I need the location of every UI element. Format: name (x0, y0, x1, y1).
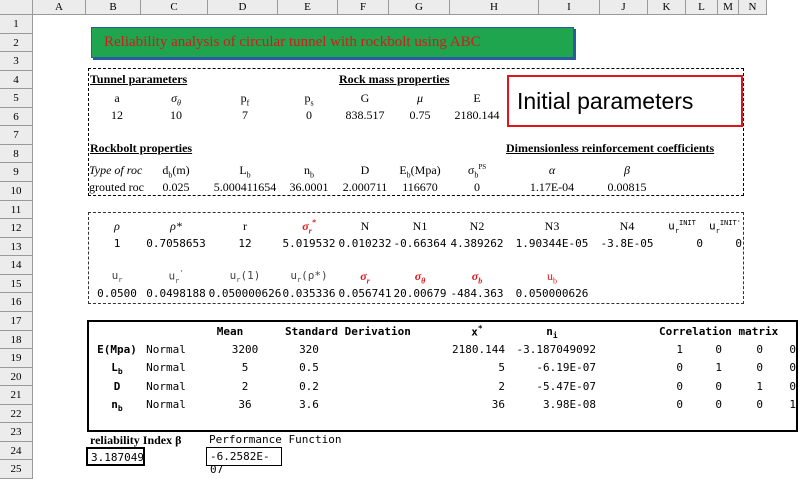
rv-header-mean: Mean (216, 325, 244, 338)
column-header-j[interactable]: J (600, 0, 648, 15)
bolt-header-eb: $E_b(Mpa)$ (399, 163, 441, 180)
rv-corr-cell[interactable]: 1 (676, 343, 683, 356)
calc-header-sigma-r-star: $\sigma_r^*$ (302, 218, 316, 236)
bolt-header-d: D (360, 163, 370, 177)
calc-header-r: r (243, 219, 247, 233)
row-header-23[interactable]: 23 (0, 423, 33, 442)
param-header-ps: $p_s$ (304, 91, 314, 108)
column-header-m[interactable]: M (718, 0, 739, 15)
calc-header-n1: N1 (412, 219, 428, 233)
dimensionless-heading: Dimensionless reinforcement coefficients (506, 141, 715, 155)
param-header-g: G (360, 91, 370, 105)
rockbolt-heading: Rockbolt properties (90, 141, 193, 155)
row-header-9[interactable]: 9 (0, 163, 33, 182)
rv-sd[interactable]: 320 (299, 343, 319, 356)
coef-value-beta[interactable]: 0.00815 (607, 180, 647, 194)
row-header-1[interactable]: 1 (0, 15, 33, 34)
rv-corr-cell[interactable]: 0 (676, 398, 683, 411)
param-header-a: a (114, 91, 120, 105)
coef-header-beta: β (624, 163, 630, 177)
calc-value-sigma-r[interactable]: 0.056741 (338, 287, 392, 300)
calc-header-ur-init-prime: $u_r^{INIT'}$ (709, 219, 741, 235)
column-header-d[interactable]: D (208, 0, 278, 15)
calc-value-n1[interactable]: -0.66364 (393, 237, 447, 250)
bolt-value-eb[interactable]: 116670 (402, 180, 438, 194)
param-value-mu[interactable]: 0.75 (409, 108, 431, 122)
param-value-sigma-theta[interactable]: 10 (170, 108, 182, 122)
calc-header-sigma-r: $\sigma_r$ (360, 269, 370, 286)
calc-value-sigma-r-star[interactable]: 5.019532 (282, 237, 336, 250)
rv-distribution[interactable]: Normal (146, 398, 186, 411)
param-value-ps[interactable]: 0 (306, 108, 312, 122)
calc-value-ur-1[interactable]: 0.050000626 (208, 287, 282, 300)
rv-corr-cell[interactable]: 0 (789, 361, 796, 374)
row-header-22[interactable]: 22 (0, 405, 33, 424)
rv-x-star[interactable]: 2 (498, 380, 505, 393)
calc-header-n2: N2 (469, 219, 485, 233)
tunnel-parameters-heading: Tunnel parameters (90, 72, 188, 86)
calc-value-sigma-theta[interactable]: 20.00679 (393, 287, 447, 300)
rv-x-star[interactable]: 2180.144 (452, 343, 505, 356)
calc-header-sigma-theta: $\sigma_\theta$ (414, 269, 426, 286)
calc-value-r[interactable]: 12 (238, 237, 252, 250)
rv-name: $L_b$ (111, 361, 123, 377)
rv-n[interactable]: 3.98E-08 (543, 398, 596, 411)
rock-mass-heading: Rock mass properties (339, 72, 450, 86)
rv-corr-cell[interactable]: 0 (715, 398, 722, 411)
rv-mean[interactable]: 5 (241, 361, 249, 374)
bolt-value-nb[interactable]: 36.0001 (289, 180, 329, 194)
row-header-16[interactable]: 16 (0, 293, 33, 312)
row-header-18[interactable]: 18 (0, 331, 33, 350)
rv-sd[interactable]: 0.5 (299, 361, 319, 374)
calc-value-ur[interactable]: 0.0500 (97, 287, 137, 300)
bolt-header-nb: $n_b$ (304, 163, 314, 180)
rv-corr-cell[interactable]: 1 (715, 361, 722, 374)
calc-header-ur: $u_r$ (111, 269, 123, 285)
coef-value-alpha[interactable]: 1.17E-04 (529, 180, 575, 194)
param-value-a[interactable]: 12 (111, 108, 123, 122)
calc-header-ur-prime: $u_r'$ (168, 269, 184, 285)
calc-header-ub: $u_b$ (547, 269, 557, 286)
calc-value-ur-init-prime[interactable]: 0 (735, 237, 742, 250)
calc-header-ur-rho-star: $u_r(\rho*)$ (290, 269, 328, 285)
row-header-17[interactable]: 17 (0, 312, 33, 331)
rv-mean[interactable]: 2 (241, 380, 249, 393)
param-value-e[interactable]: 2180.144 (454, 108, 500, 122)
calc-header-sigma-b: $\sigma_b$ (471, 269, 483, 286)
rv-n[interactable]: -5.47E-07 (536, 380, 596, 393)
rv-sd[interactable]: 3.6 (299, 398, 319, 411)
rv-name: E(Mpa) (97, 343, 137, 356)
calc-header-ur-init: $u_r^{INIT}$ (668, 219, 696, 235)
bolt-value-sigma-bps[interactable]: 0 (474, 180, 480, 194)
row-header-13[interactable]: 13 (0, 238, 33, 257)
row-header-25[interactable]: 25 (0, 460, 33, 479)
rv-corr-cell[interactable]: 0 (789, 380, 796, 393)
row-header-11[interactable]: 11 (0, 201, 33, 220)
rv-distribution[interactable]: Normal (146, 361, 186, 374)
rv-header-sd: Standard Derivation (285, 325, 411, 338)
row-header-24[interactable]: 24 (0, 442, 33, 461)
column-header-f[interactable]: F (338, 0, 389, 15)
rv-sd[interactable]: 0.2 (299, 380, 319, 393)
rv-n[interactable]: -3.187049092 (516, 343, 596, 356)
rv-distribution[interactable]: Normal (146, 343, 186, 356)
param-header-sigma-theta: $\sigma_\theta$ (171, 91, 181, 108)
rv-corr-cell[interactable]: 0 (676, 380, 683, 393)
bolt-header-lb: $L_b$ (239, 163, 251, 180)
calc-value-n2[interactable]: 4.389262 (450, 237, 504, 250)
column-header-l[interactable]: L (686, 0, 718, 15)
calc-header-rho: ρ (114, 219, 120, 233)
calc-value-ur-init[interactable]: 0 (696, 237, 703, 250)
row-header-6[interactable]: 6 (0, 108, 33, 127)
reliability-index-value: 3.187049 (91, 451, 144, 464)
column-header-k[interactable]: K (648, 0, 686, 15)
param-value-pf[interactable]: 7 (242, 108, 248, 122)
performance-function-cell[interactable] (206, 447, 282, 476)
param-value-g[interactable]: 838.517 (345, 108, 385, 122)
column-header-n[interactable]: N (739, 0, 767, 15)
row-header-2[interactable]: 2 (0, 34, 33, 53)
rv-mean[interactable]: 36 (238, 398, 252, 411)
column-header-i[interactable]: I (539, 0, 600, 15)
rv-n[interactable]: -6.19E-07 (536, 361, 596, 374)
initial-parameters-label-box (507, 75, 743, 127)
rv-x-star[interactable]: 5 (498, 361, 505, 374)
row-header-14[interactable]: 14 (0, 256, 33, 275)
bolt-header-type: Type of roc (89, 163, 143, 177)
reliability-index-cell[interactable] (86, 447, 145, 466)
select-all-corner[interactable] (0, 0, 33, 15)
column-header-c[interactable]: C (141, 0, 208, 15)
rv-corr-cell[interactable]: 0 (756, 361, 763, 374)
bolt-value-db[interactable]: 0.025 (162, 180, 190, 194)
row-header-20[interactable]: 20 (0, 368, 33, 387)
calc-header-n: N (360, 219, 370, 233)
rv-header-x-star: x* (471, 324, 483, 339)
calc-value-n3[interactable]: 1.90344E-05 (515, 237, 589, 250)
calc-header-n4: N4 (619, 219, 635, 233)
rv-header-corr: Correlation matrix (659, 325, 779, 338)
row-header-10[interactable]: 10 (0, 182, 33, 201)
rv-corr-cell[interactable]: 1 (789, 398, 796, 411)
rv-corr-cell[interactable]: 0 (756, 343, 763, 356)
rv-corr-cell[interactable]: 1 (756, 380, 763, 393)
column-header-e[interactable]: E (278, 0, 338, 15)
column-header-a[interactable]: A (33, 0, 86, 15)
rv-corr-cell[interactable]: 0 (756, 398, 763, 411)
row-header-8[interactable]: 8 (0, 145, 33, 164)
row-header-12[interactable]: 12 (0, 219, 33, 238)
rv-name: $n_b$ (111, 398, 123, 414)
calc-value-rho[interactable]: 1 (113, 237, 121, 250)
row-header-5[interactable]: 5 (0, 89, 33, 108)
calc-value-n4[interactable]: -3.8E-05 (600, 237, 654, 250)
rv-distribution[interactable]: Normal (146, 380, 186, 393)
calc-header-rho-star: ρ* (170, 219, 182, 233)
calc-value-ur-rho-star[interactable]: 0.035336 (282, 287, 336, 300)
calc-header-ur-1: $u_r(1)$ (229, 269, 261, 285)
rv-header-n: $n_i$ (546, 325, 558, 341)
rv-corr-cell[interactable]: 0 (789, 343, 796, 356)
bolt-value-type[interactable]: grouted roc (89, 180, 144, 194)
column-header-h[interactable]: H (450, 0, 539, 15)
calc-value-rho-star[interactable]: 0.7058653 (146, 237, 206, 250)
rv-mean[interactable]: 3200 (231, 343, 259, 356)
bolt-value-lb[interactable]: 5.000411654 (213, 180, 277, 194)
row-header-19[interactable]: 19 (0, 349, 33, 368)
title-banner (91, 27, 574, 58)
bolt-header-db: $d_b(m)$ (162, 163, 190, 180)
calc-header-n3: N3 (544, 219, 560, 233)
row-header-15[interactable]: 15 (0, 275, 33, 294)
param-header-pf: $p_f$ (240, 91, 250, 108)
coef-header-alpha: α (548, 163, 556, 177)
row-header-7[interactable]: 7 (0, 126, 33, 145)
row-header-21[interactable]: 21 (0, 386, 33, 405)
column-header-b[interactable]: B (86, 0, 141, 15)
row-header-4[interactable]: 4 (0, 71, 33, 90)
reliability-index-label: reliability Index β (90, 433, 182, 447)
bolt-value-d[interactable]: 2.000711 (342, 180, 388, 194)
rv-corr-cell[interactable]: 0 (676, 361, 683, 374)
performance-function-value: -6.2582E-07 (210, 450, 270, 476)
calc-value-n[interactable]: 0.010232 (338, 237, 392, 250)
rv-x-star[interactable]: 36 (491, 398, 505, 411)
rv-corr-cell[interactable]: 0 (715, 380, 722, 393)
row-header-3[interactable]: 3 (0, 52, 33, 71)
performance-function-label: Performance Function (209, 433, 342, 446)
initial-parameters-label: Initial parameters (517, 88, 694, 114)
param-header-e: E (473, 91, 481, 105)
bolt-header-sigma-bps: $\sigma_b^{PS}$ (467, 163, 487, 180)
calc-value-sigma-b[interactable]: -484.363 (450, 287, 504, 300)
column-header-g[interactable]: G (389, 0, 450, 15)
rv-corr-cell[interactable]: 0 (715, 343, 722, 356)
banner-title: Reliability analysis of circular tunnel with rockbolt using ABC (104, 34, 481, 50)
rv-name: D (113, 380, 121, 393)
calc-value-ur-prime[interactable]: 0.0498188 (146, 287, 206, 300)
param-header-mu: μ (416, 91, 424, 105)
calc-value-ub[interactable]: 0.050000626 (515, 287, 589, 300)
